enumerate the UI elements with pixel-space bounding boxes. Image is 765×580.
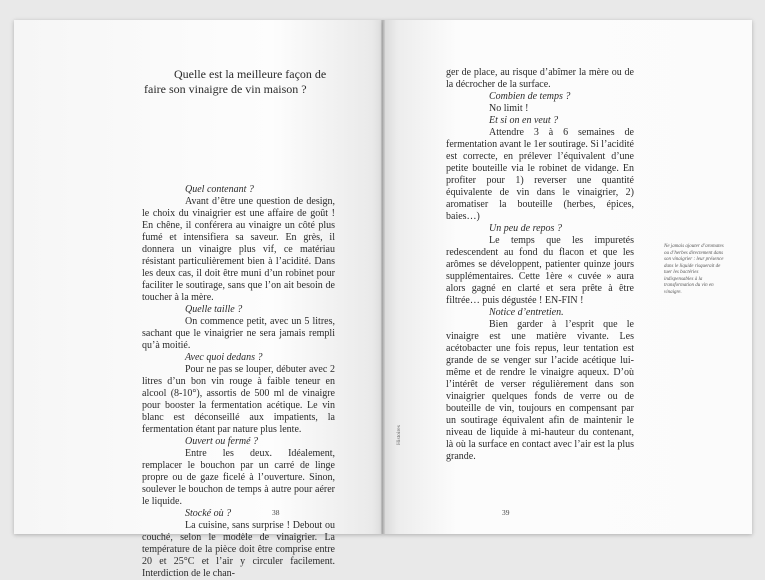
right-text-column	[446, 67, 634, 463]
section-heading: Ouvert ou fermé ?	[185, 436, 259, 447]
page-number-left: 38	[272, 508, 280, 517]
right-page	[383, 20, 752, 534]
running-head: Histoires	[396, 425, 402, 445]
body-paragraph: On commence petit, avec un 5 litres, sachant que le vinaigrier ne sera jamais rempli qu’à moitié.	[142, 316, 335, 351]
section-heading: Stocké où ?	[185, 508, 232, 519]
section-heading: Combien de temps ?	[489, 91, 571, 102]
body-paragraph: Avant d’être une question de design, le choix du vinaigrier est une affaire de goût ! En chêne, il conférera au vinaigre un côté plus fumé et intensifiera sa saveur. En grès, il donnera un vinaigre plus vif, ce matériau résistant particulièrement bien à l’acidité. Dans les deux cas, il doit être muni d’un robinet pour faciliter le soutirage, sans que l’on ait besoin de toucher à la mère.	[142, 196, 335, 303]
body-paragraph: Entre les deux. Idéalement, remplacer le bouchon par un carré de linge propre ou de gaze ficelé à l’ouverture. Sinon, soulever le bouchon de temps à autre pour aérer le liquide.	[142, 448, 335, 507]
body-paragraph: No limit !	[489, 103, 529, 114]
body-paragraph: Bien garder à l’esprit que le vinaigre est une matière vivante. Les acétobacter une fois repus, leur tentation est grande de se venger sur l’acide acétique lui-même et de rendre le vinaigre aqueux. D’où l’intérêt de verser régulièrement dans son vinaigrier quelques fonds de verre ou de bouteille de vin, toujours en compensant par un soutirage équivalent afin de maintenir le niveau de liquide à mi-hauteur du contenant, là où la surface en contact avec l’air est la plus grande.	[446, 319, 634, 462]
left-page	[14, 20, 383, 579]
side-note: Ne jamais ajouter d’aromates ou d’herbes directement dans son vinaigrier : leur présence dans le liquide risquerait de tuer les bactéries indispensables à la transformation du vin en vinaigre.	[664, 244, 724, 295]
section-heading: Un peu de repos ?	[489, 223, 562, 234]
body-paragraph: Pour ne pas se louper, débuter avec 2 litres d’un bon vin rouge à faible teneur en alcool (8-10°), assortis de 500 ml de vinaigre pour booster la fermentation acétique. Le vin blanc est déconseillé aux impatients, la fermentation étant par nature plus lente.	[142, 364, 335, 435]
section-heading: Quelle taille ?	[185, 304, 243, 315]
body-paragraph: Le temps que les impuretés redescendent au fond du flacon et que les arômes se développent, patienter quinze jours supplémentaires. Cette 1ère « cuvée » aura alors gagné en clarté et sera prête à être filtrée… puis dégustée ! EN-FIN !	[446, 235, 634, 306]
body-paragraph: Attendre 3 à 6 semaines de fermentation avant le 1er soutirage. Si l’acidité est correcte, en prélever l’équivalent d’une petite bouteille via le robinet de vidange. En profiter pour 1) reverser une quantité équivalente de vin dans le vinaigrier, 2) aromatiser la bouteille (herbes, épices, baies…)	[446, 127, 634, 222]
section-heading: Et si on en veut ?	[489, 115, 559, 126]
page-number-right: 39	[502, 508, 510, 517]
page-title: Quelle est la meilleure façon de faire son vinaigre de vin maison ?	[144, 67, 327, 96]
body-paragraph: ger de place, au risque d’abîmer la mère ou de la décrocher de la surface.	[446, 67, 634, 90]
section-heading: Notice d’entretien.	[489, 307, 564, 318]
body-paragraph: La cuisine, sans surprise ! Debout ou couché, selon le modèle de vinaigrier. La température de la pièce doit être comprise entre 20 et 25°C et l’air y circuler facilement. Interdiction de le chan-	[142, 520, 335, 579]
section-heading: Avec quoi dedans ?	[185, 352, 263, 363]
book-spread	[14, 20, 752, 579]
left-text-column	[142, 184, 335, 580]
section-heading: Quel contenant ?	[185, 184, 254, 195]
book-gutter	[381, 20, 385, 534]
